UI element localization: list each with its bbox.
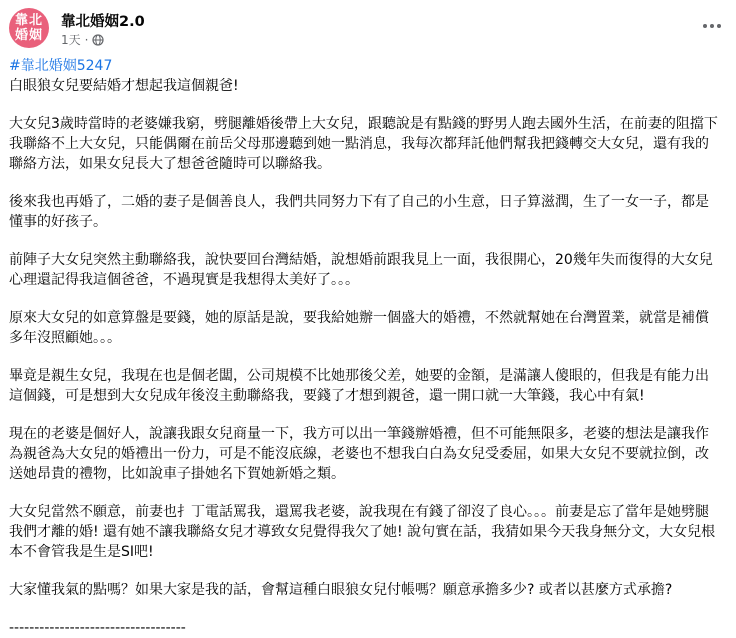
more-options-button[interactable] <box>697 11 727 41</box>
meta-separator: · <box>84 32 89 47</box>
avatar-text: 靠北婚姻 <box>14 13 43 43</box>
post-paragraph: 前陣子大女兒突然主動聯絡我，說快要回台灣結婚，說想婚前跟我見上一面，我很開心，20幾年失而復得的大女兒心理還記得我這個爸爸，不過現實是我想得太美好了。。。 <box>9 252 713 288</box>
post-header <box>9 8 727 48</box>
post-divider: ----------------------------------- <box>9 620 186 636</box>
post-paragraph: 原來大女兒的如意算盤是要錢，她的原話是說，要我給她辦一個盛大的婚禮，不然就幫她在台灣置業，就當是補償多年沒照顧她。。。 <box>9 310 709 346</box>
more-horizontal-icon <box>702 23 722 29</box>
page-avatar[interactable] <box>9 8 49 48</box>
post-paragraph: 後來我也再婚了，二婚的妻子是個善良人，我們共同努力下有了自己的小生意，日子算滋潤，生了一女一子，都是懂事的好孩子。 <box>9 194 709 230</box>
post-body <box>9 56 721 638</box>
post-time[interactable]: 1天 <box>61 33 81 47</box>
post-paragraph: 大家懂我氣的點嗎？如果大家是我的話，會幫這種白眼狼女兒付帳嗎？願意承擔多少? 或者以甚麼方式承擔? <box>9 582 673 598</box>
globe-icon <box>92 34 104 46</box>
post-hashtag-line <box>9 56 721 76</box>
page-name[interactable]: 靠北婚姻2.0 <box>61 14 145 30</box>
post-paragraph: 大女兒3歲時當時的老婆嫌我窮，劈腿離婚後帶上大女兒，跟聽說是有點錢的野男人跑去國外生活，在前妻的阻擋下我聯絡不上大女兒，只能偶爾在前岳父母那邊聽到她一點消息，我每次都拜託他們幫我把錢轉交大女兒，還有我的聯絡方法，如果女兒長大了想爸爸隨時可以聯絡我。 <box>9 116 718 172</box>
post-title-line: 白眼狼女兒要結婚才想起我這個親爸! <box>9 78 239 94</box>
post-paragraph: 現在的老婆是個好人，說讓我跟女兒商量一下，我方可以出一筆錢辦婚禮，但不可能無限多，老婆的想法是讓我作為親爸為大女兒的婚禮出一份力，可是不能沒底線，老婆也不想我白白為女兒受委屈，如果大女兒不要就拉倒，改送她昂貴的禮物，比如說車子掛她名下賀她新婚之類。 <box>9 426 709 482</box>
post-paragraph: 畢竟是親生女兒，我現在也是個老闆，公司規模不比她那後父差，她要的金額，是滿讓人傻眼的，但我是有能力出這個錢，可是想到大女兒成年後沒主動聯絡我，要錢了才想到親爸，還一開口就一大筆錢，我心中有氣! <box>9 368 709 404</box>
post-meta <box>61 31 104 48</box>
hashtag-link[interactable]: #靠北婚姻5247 <box>9 58 113 74</box>
post-paragraph: 大女兒當然不願意，前妻也扌丁電話罵我，還罵我老婆，說我現在有錢了卻沒了良心。。。前妻是忘了當年是她劈腿我們才離的婚! 還有她不讓我聯絡女兒才導致女兒覺得我欠了她! 說句實在話，我猜如果今天我身無分文，大女兒根本不會管我是生是SI吧! <box>9 504 716 560</box>
